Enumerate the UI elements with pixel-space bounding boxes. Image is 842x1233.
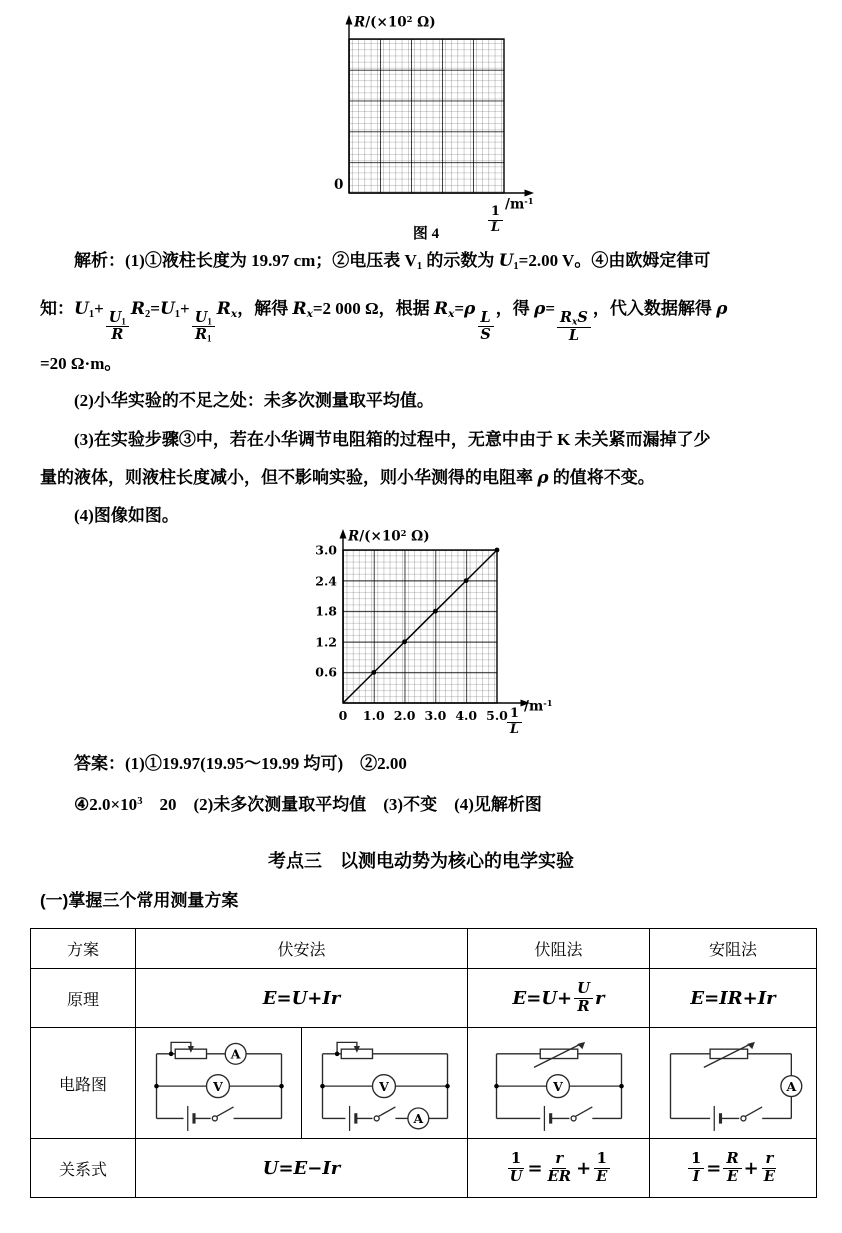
text-run: +	[307, 987, 323, 1009]
text-run: Ω)	[412, 14, 436, 31]
text-run: 1	[491, 204, 500, 220]
text-run: U	[159, 299, 175, 319]
text-run: +	[743, 1157, 759, 1179]
analysis-line-4	[74, 386, 434, 411]
x-axis-label	[505, 698, 553, 737]
fraction	[688, 1151, 704, 1185]
x-tick-label: 2.0	[393, 708, 416, 723]
text-run: 1	[207, 316, 212, 327]
text-run: =	[278, 1157, 294, 1179]
text-run: x	[230, 308, 238, 321]
fraction	[192, 310, 215, 344]
text-run: E	[690, 987, 705, 1009]
text-run: Ir	[757, 987, 776, 1009]
section-heading: 考点三 以测电动势为核心的电学实验	[268, 851, 574, 871]
analysis-line-2	[40, 294, 727, 344]
text-run: 1	[510, 706, 519, 722]
text-run: /(×10	[359, 528, 401, 545]
y-tick-label: 1.2	[315, 634, 337, 650]
text-run: (3)在实验步骤③中，若在小华调节电阻箱的过程中，无意中由于 K 未关紧而漏掉了少	[74, 430, 711, 449]
text-run: =	[150, 299, 160, 318]
voltmeter-icon: V	[212, 1078, 223, 1094]
text-run: 1	[596, 1149, 607, 1167]
text-run: E	[512, 987, 527, 1009]
text-run: I	[692, 1167, 700, 1185]
text-run: E	[763, 1167, 775, 1185]
text-run: U	[541, 987, 558, 1009]
text-run: 1	[691, 1149, 702, 1167]
text-run: 的值将不变。	[548, 468, 655, 487]
text-run: =	[527, 1157, 543, 1179]
x-tick-label: 0	[338, 708, 348, 723]
answer-graph	[290, 526, 570, 741]
circuit-volt-resistance	[484, 1033, 634, 1133]
text-run: U	[262, 1157, 279, 1179]
text-run: =2.00 V。④由欧姆定律可	[518, 251, 711, 270]
answer-line-2	[74, 790, 542, 815]
text-run: r	[765, 1149, 774, 1167]
text-run: U	[291, 987, 308, 1009]
text-run: (1)①液柱长度为 19.97 cm；②电压表 V	[125, 251, 417, 270]
text-run: ，得	[495, 299, 535, 318]
fraction	[557, 310, 591, 345]
x-tick-label: 3.0	[424, 708, 447, 723]
text-run: 20 (2)未多次测量取平均值 (3)不变 (4)见解析图	[142, 795, 542, 814]
data-point	[433, 609, 438, 614]
y-axis-label	[354, 14, 436, 31]
text-run: Ω)	[406, 528, 430, 545]
data-point	[371, 670, 376, 675]
text-run: ρ	[716, 299, 728, 319]
table-header-scheme: 方案	[31, 929, 136, 969]
text-run: R	[292, 299, 307, 319]
text-run: 1	[513, 261, 519, 273]
section-subheading: (一)掌握三个常用测量方案	[40, 891, 239, 910]
data-point	[495, 548, 500, 553]
y-tick-label: 1.8	[315, 603, 337, 619]
text-run: +	[576, 1157, 592, 1179]
text-run: 1	[207, 333, 212, 344]
voltmeter-icon: V	[552, 1078, 563, 1094]
text-run: 2	[400, 528, 407, 538]
figure4-graph	[290, 10, 550, 246]
text-run: −	[307, 1157, 323, 1179]
fraction	[507, 1151, 526, 1185]
text-run: (2)小华实验的不足之处：未多次测量取平均值。	[74, 391, 434, 410]
voltmeter-icon: V	[378, 1078, 389, 1094]
text-run: x	[306, 308, 313, 321]
text-run: R	[577, 997, 590, 1015]
text-run: +	[94, 299, 104, 318]
text-run: ρ	[537, 468, 549, 488]
text-run: R	[560, 308, 573, 326]
fraction	[593, 1151, 610, 1185]
y-axis-arrow-icon	[340, 529, 347, 539]
text-run: ER	[547, 1167, 572, 1185]
text-run: ，解得	[237, 299, 293, 318]
y-tick-label: 0.6	[315, 664, 337, 680]
grid-area	[349, 39, 504, 193]
text-run: x	[448, 308, 455, 321]
fraction	[507, 707, 522, 737]
text-run: S	[577, 308, 588, 326]
analysis-line-3	[40, 349, 121, 374]
text-run: r	[555, 1149, 564, 1167]
origin-label: 0	[334, 177, 344, 193]
text-run: 知：	[40, 299, 74, 318]
table-header-volt-ammeter: 伏安法	[136, 929, 468, 969]
text-run: /m	[505, 196, 525, 213]
answer-line-1	[74, 749, 407, 774]
text-run: E	[726, 1167, 739, 1185]
fraction	[477, 310, 493, 343]
relation-volt-ammeter	[136, 1139, 468, 1197]
text-run: x	[572, 317, 578, 328]
text-run: =20 Ω·m。	[40, 354, 122, 373]
y-axis-label	[348, 528, 430, 545]
text-run: r	[595, 987, 605, 1009]
x-axis-label	[486, 196, 534, 235]
text-run: (1)①19.97(19.95～19.99 均可) ②2.00	[125, 754, 407, 773]
text-run: R	[726, 1149, 739, 1167]
principle-ammeter-resistance	[650, 969, 816, 1028]
text-run: 答案：	[74, 754, 125, 773]
ammeter-icon: A	[230, 1046, 241, 1062]
text-run: R	[354, 14, 366, 31]
text-run: -1	[543, 698, 553, 708]
figure-caption: 图 4	[412, 226, 440, 242]
text-run: ④2.0×10	[74, 795, 138, 814]
text-run: L	[480, 308, 491, 326]
text-run: R	[348, 528, 360, 545]
text-run: +	[742, 987, 758, 1009]
text-run: U	[194, 308, 208, 326]
text-run: U	[74, 299, 89, 319]
text-run: R	[130, 299, 145, 319]
text-run: E	[293, 1157, 308, 1179]
text-run: 1	[121, 316, 126, 327]
y-axis-arrow-icon	[346, 15, 353, 25]
fraction	[761, 1151, 778, 1185]
text-run: 量的液体，则液柱长度减小，但不影响实验，则小华测得的电阻率	[40, 468, 538, 487]
text-run: 的示数为	[422, 251, 499, 270]
analysis-line-6	[40, 463, 655, 488]
circuit-volt-ammeter-2	[310, 1033, 460, 1133]
table-header-ammeter-resistance: 安阻法	[650, 929, 816, 969]
text-run: U	[509, 1167, 523, 1185]
text-run: 1	[88, 309, 95, 321]
text-run: R	[111, 326, 124, 344]
text-run: ρ	[464, 299, 476, 319]
text-run: =2 000 Ω，根据	[312, 299, 434, 318]
text-run: =	[545, 299, 556, 318]
text-run: 2	[406, 14, 413, 24]
circuit-cell-vr	[468, 1028, 650, 1139]
fraction	[574, 981, 593, 1015]
circuit-cell-va1	[136, 1028, 302, 1139]
text-run: =	[276, 987, 292, 1009]
text-run: R	[195, 326, 208, 344]
fraction	[545, 1151, 575, 1185]
circuit-ammeter-resistance	[658, 1033, 808, 1133]
x-tick-label: 1.0	[362, 708, 385, 723]
fraction	[723, 1151, 741, 1185]
text-run: S	[480, 325, 491, 343]
text-run: (4)图像如图。	[74, 506, 179, 525]
text-run: Ir	[322, 987, 341, 1009]
text-run: 解析：	[74, 251, 125, 270]
text-run: /(×10	[365, 14, 407, 31]
text-run: =	[706, 1157, 722, 1179]
y-tick-label: 2.4	[315, 573, 337, 589]
text-run: =	[526, 987, 542, 1009]
text-run: U	[108, 308, 122, 326]
row-label-circuit: 电路图	[31, 1028, 136, 1139]
row-label-principle: 原理	[31, 969, 136, 1028]
ammeter-icon: A	[412, 1111, 423, 1127]
text-run: U	[498, 251, 514, 271]
text-run: ρ	[534, 299, 546, 319]
text-run: R	[216, 299, 231, 319]
text-run: L	[568, 327, 580, 345]
relation-ammeter-resistance	[650, 1139, 816, 1197]
ammeter-icon: A	[786, 1078, 797, 1094]
text-run: 2	[144, 309, 151, 321]
text-run: E	[596, 1167, 608, 1185]
text-run: ，代入数据解得	[592, 299, 717, 318]
text-run: 3	[137, 796, 143, 808]
text-run: +	[557, 987, 573, 1009]
x-tick-label: 4.0	[455, 708, 478, 723]
circuit-volt-ammeter-1	[144, 1033, 294, 1133]
text-run: IR	[719, 987, 743, 1009]
analysis-line-5	[74, 425, 711, 450]
text-run: 1	[174, 309, 181, 321]
text-run: 1	[510, 1149, 522, 1167]
text-run: +	[180, 299, 190, 318]
principle-volt-ammeter	[136, 969, 468, 1028]
text-run: Ir	[322, 1157, 341, 1179]
analysis-line-1	[74, 246, 710, 272]
x-tick-label: 5.0	[486, 708, 508, 723]
circuit-cell-ar	[650, 1028, 816, 1139]
analysis-line-7	[74, 501, 179, 526]
data-point	[402, 639, 407, 644]
text-run: -1	[524, 196, 534, 206]
methods-table	[30, 928, 817, 1198]
row-label-relation: 关系式	[31, 1139, 136, 1197]
text-run: 1	[416, 261, 423, 273]
text-run: L	[510, 721, 520, 737]
fraction	[488, 205, 503, 235]
text-run: E	[262, 987, 277, 1009]
text-run: =	[704, 987, 720, 1009]
data-point	[464, 578, 469, 583]
principle-volt-resistance	[468, 969, 650, 1028]
circuit-cell-va2	[302, 1028, 468, 1139]
text-run: R	[433, 299, 449, 319]
text-run: =	[454, 299, 465, 318]
text-run: L	[491, 219, 501, 235]
table-header-volt-resistance: 伏阻法	[468, 929, 650, 969]
y-tick-label: 3.0	[315, 542, 337, 558]
text-run: U	[577, 979, 590, 997]
text-run: /m	[524, 698, 544, 715]
relation-volt-resistance	[468, 1139, 650, 1197]
fraction	[106, 310, 129, 344]
